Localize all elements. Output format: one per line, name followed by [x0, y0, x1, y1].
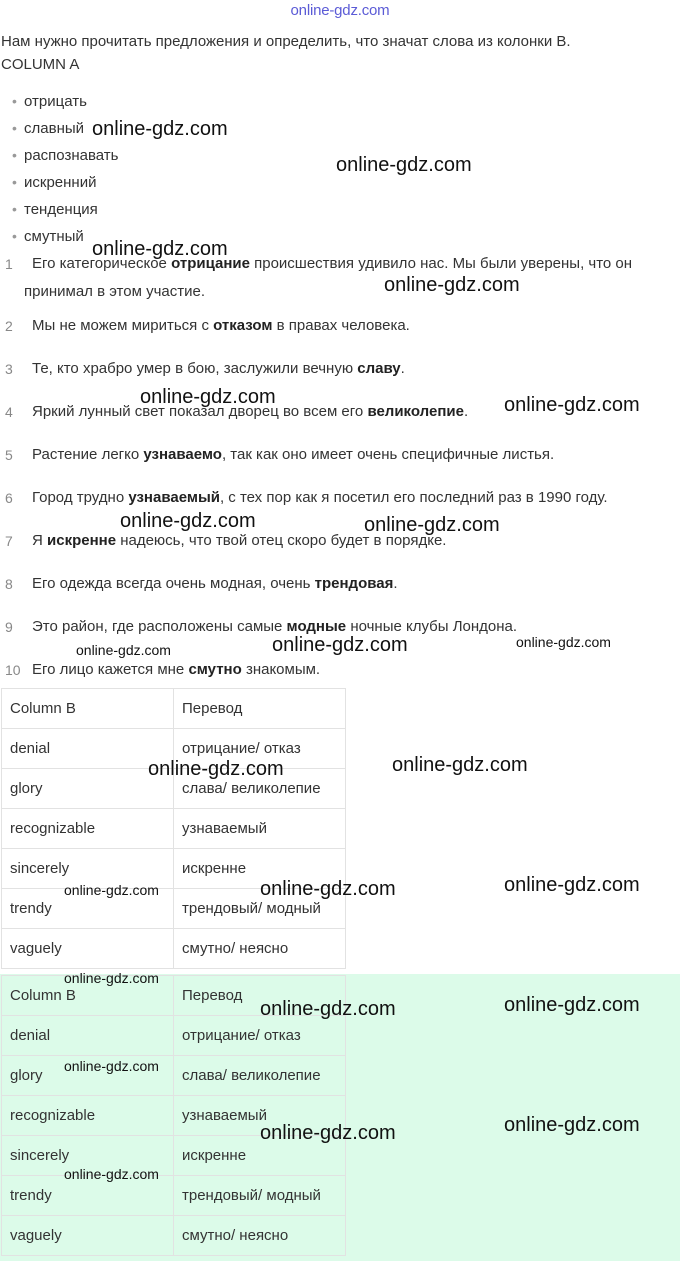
table-cell-translation: смутно/ неясно: [174, 1216, 346, 1256]
sentence-number: 10: [5, 662, 21, 678]
key-word: узнаваемо: [143, 446, 222, 463]
table-cell-word: denial: [2, 729, 174, 769]
table-cell-word: recognizable: [2, 809, 174, 849]
sentence-text: .: [400, 360, 405, 377]
watermark: online-gdz.com: [260, 1122, 396, 1144]
key-word: великолепие: [367, 403, 464, 420]
watermark: online-gdz.com: [504, 994, 640, 1016]
key-word: отрицание: [171, 255, 250, 272]
sentence-text: происшествия удивило нас. Мы были уверены, что он: [249, 255, 633, 272]
vocabulary-table: [1, 688, 346, 969]
watermark: online-gdz.com: [260, 878, 396, 900]
table-row: [2, 1056, 346, 1096]
watermark: online-gdz.com: [64, 1166, 159, 1182]
sentence-text: надеюсь, что твой отец скоро будет в порядке.: [116, 532, 447, 549]
table-cell-translation: трендовый/ модный: [174, 889, 346, 929]
table-cell-word: denial: [2, 1016, 174, 1056]
watermark: online-gdz.com: [504, 874, 640, 896]
watermark: online-gdz.com: [504, 394, 640, 416]
sentence-text: ночные клубы Лондона.: [346, 618, 518, 635]
sentence-text: , так как оно имеет очень специфичные листья.: [221, 446, 555, 463]
table-cell-translation: трендовый/ модный: [174, 1176, 346, 1216]
sentence-text: Его категорическое: [32, 255, 172, 272]
sentence-text: .: [463, 403, 469, 420]
sentence-text: Те, кто храбро умер в бою, заслужили вечную: [32, 360, 358, 377]
sentence-number: 4: [5, 404, 13, 420]
watermark: online-gdz.com: [504, 1114, 640, 1136]
table-cell-word: glory: [2, 769, 174, 809]
table-row: [2, 1016, 346, 1056]
sentence-number: 1: [5, 256, 13, 272]
table-cell-word: sincerely: [2, 1136, 174, 1176]
list-item: • смутный: [0, 223, 118, 250]
table-cell-translation: отрицание/ отказ: [174, 1016, 346, 1056]
table-row: [2, 809, 346, 849]
watermark: online-gdz.com: [120, 510, 256, 532]
table-cell-translation: слава/ великолепие: [174, 1056, 346, 1096]
table-row: [2, 1216, 346, 1256]
watermark: online-gdz.com: [92, 118, 228, 140]
list-item: • славный: [0, 115, 118, 142]
table-cell-translation: искренне: [174, 849, 346, 889]
table-cell-translation: слава/ великолепие: [174, 769, 346, 809]
list-item: • искренний: [0, 169, 118, 196]
sentence-text: Растение легко: [32, 446, 144, 463]
watermark: online-gdz.com: [148, 758, 284, 780]
table-cell-word: sincerely: [2, 849, 174, 889]
sentence-number: 2: [5, 318, 13, 334]
watermark: online-gdz.com: [140, 386, 276, 408]
table-cell-word: vaguely: [2, 1216, 174, 1256]
sentence-text: .: [393, 575, 398, 592]
sentence-text: Яркий лунный свет показал дворец во всем его: [32, 403, 368, 420]
sentence-text: в правах человека.: [272, 317, 410, 334]
list-item: • отрицать: [0, 88, 118, 115]
table-header-cell: Перевод: [174, 976, 346, 1016]
table-cell-word: vaguely: [2, 929, 174, 969]
sentence-number: 3: [5, 361, 13, 377]
table-row: [2, 1176, 346, 1216]
key-word: модные: [286, 618, 347, 635]
watermark: online-gdz.com: [64, 882, 159, 898]
table-cell-translation: искренне: [174, 1136, 346, 1176]
table-header-row: [2, 689, 346, 729]
table-cell-word: trendy: [2, 889, 174, 929]
watermark: online-gdz.com: [76, 642, 171, 658]
watermark: online-gdz.com: [272, 634, 408, 656]
watermark: online-gdz.com: [92, 238, 228, 260]
key-word: отказом: [213, 317, 273, 334]
key-word: трендовая: [314, 575, 394, 592]
sentence-text: принимал в этом участие.: [24, 283, 205, 300]
key-word: славу: [357, 360, 401, 377]
sentence-number: 9: [5, 619, 13, 635]
column-a-title: COLUMN A: [1, 56, 80, 73]
watermark: online-gdz.com: [64, 1058, 159, 1074]
key-word: узнаваемый: [128, 489, 220, 506]
watermark: online-gdz.com: [260, 998, 396, 1020]
table-cell-word: trendy: [2, 1176, 174, 1216]
watermark: online-gdz.com: [516, 634, 611, 650]
sentence-text: Мы не можем мириться с: [32, 317, 214, 334]
watermark: online-gdz.com: [64, 970, 159, 986]
table-cell-translation: узнаваемый: [174, 809, 346, 849]
sentence-number: 7: [5, 533, 13, 549]
key-word: смутно: [188, 661, 242, 678]
sentence-text: Город трудно: [32, 489, 129, 506]
site-header-link[interactable]: online-gdz.com: [290, 2, 390, 19]
sentence-text: , с тех пор как я посетил его последний раз в 1990 году.: [219, 489, 608, 506]
watermark: online-gdz.com: [336, 154, 472, 176]
sentence-number: 8: [5, 576, 13, 592]
table-cell-translation: узнаваемый: [174, 1096, 346, 1136]
sentence-text: Это район, где расположены самые: [32, 618, 287, 635]
sentence-number: 6: [5, 490, 13, 506]
table-header-cell: Перевод: [174, 689, 346, 729]
table-cell-translation: смутно/ неясно: [174, 929, 346, 969]
table-header-cell: Column B: [2, 976, 174, 1016]
list-item: • распознавать: [0, 142, 118, 169]
watermark: online-gdz.com: [384, 274, 520, 296]
sentence-text: Его одежда всегда очень модная, очень: [32, 575, 315, 592]
column-a-list: [0, 88, 118, 250]
table-row: [2, 929, 346, 969]
watermark: online-gdz.com: [364, 514, 500, 536]
table-cell-word: recognizable: [2, 1096, 174, 1136]
list-item: • тенденция: [0, 196, 118, 223]
sentence-text: знакомым.: [241, 661, 321, 678]
table-cell-translation: отрицание/ отказ: [174, 729, 346, 769]
sentence-number: 5: [5, 447, 13, 463]
table-cell-word: glory: [2, 1056, 174, 1096]
task-intro: Нам нужно прочитать предложения и определить, что значат слова из колонки B.: [1, 33, 571, 50]
sentence-text: Я: [32, 532, 47, 549]
table-header-cell: Column B: [2, 689, 174, 729]
sentence-text: Его лицо кажется мне: [32, 661, 189, 678]
watermark: online-gdz.com: [392, 754, 528, 776]
key-word: искренне: [47, 532, 117, 549]
